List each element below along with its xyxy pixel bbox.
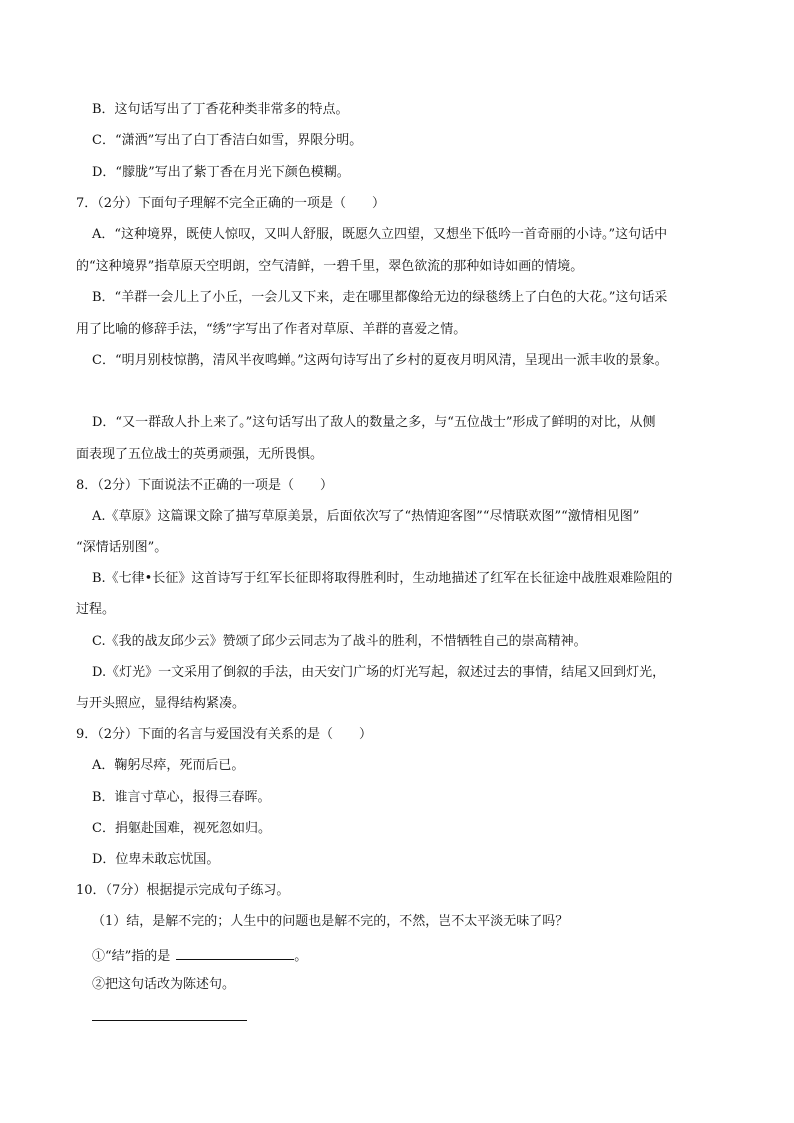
q10-sub2: ②把这句话改为陈述句。 <box>92 977 236 992</box>
q9-option-d: D．位卑未敢忘忧国。 <box>92 852 220 867</box>
q7-option-c: C．“明月别枝惊鹊，清风半夜鸣蝉。”这两句诗写出了乡村的夏夜月明风清，呈现出一派丰收的景象。 <box>92 353 668 368</box>
q10-stem: 10．（7分）根据提示完成句子练习。 <box>76 883 290 898</box>
q8-option-a-line1: A.《草原》这篇课文除了描写草原美景，后面依次写了“热情迎客图”“尽情联欢图”“激情相见图” <box>92 509 640 524</box>
q6-option-c: C．“潇洒”写出了白丁香洁白如雪，界限分明。 <box>92 133 363 148</box>
q7-option-a-line1: A．“这种境界，既使人惊叹，又叫人舒服，既愿久立四望，又想坐下低吟一首奇丽的小诗。”这句话中 <box>92 227 668 242</box>
q10-sub1 <box>92 945 307 966</box>
q8-option-d-line2: 与开头照应，显得结构紧凑。 <box>76 696 246 711</box>
q8-option-d-line1: D.《灯光》一文采用了倒叙的手法，由天安门广场的灯光写起，叙述过去的事情，结尾又回到灯光， <box>92 665 666 680</box>
q10-part1: （1）结，是解不完的；人生中的问题也是解不完的，不然，岂不太平淡无味了吗？ <box>92 914 569 929</box>
q7-option-d-line2: 面表现了五位战士的英勇顽强，无所畏惧。 <box>76 447 324 462</box>
q8-stem: 8．（2分）下面说法不正确的一项是（ ） <box>76 478 334 493</box>
q7-option-b-line2: 用了比喻的修辞手法，“绣”字写出了作者对草原、羊群的喜爱之情。 <box>76 322 467 337</box>
q8-option-c: C.《我的战友邱少云》赞颂了邱少云同志为了战斗的胜利，不惜牺牲自己的崇高精神。 <box>92 634 587 649</box>
q10-sub1-suffix: 。 <box>294 949 308 964</box>
q9-option-c: C．捐躯赴国难，视死忽如归。 <box>92 821 271 836</box>
q10-sub2-answer-line[interactable] <box>92 1020 247 1021</box>
q6-option-d: D．“朦胧”写出了紫丁香在月光下颜色模糊。 <box>92 165 350 180</box>
q8-option-b-line1: B.《七律•长征》这首诗写于红军长征即将取得胜利时，生动地描述了红军在长征途中战胜艰难险阻的 <box>92 571 673 586</box>
q10-sub1-answer-blank[interactable] <box>176 945 294 960</box>
q7-option-d-line1: D．“又一群敌人扑上来了。”这句话写出了敌人的数量之多，与“五位战士”形成了鲜明的对比，从侧 <box>92 415 656 430</box>
q8-option-b-line2: 过程。 <box>76 602 116 617</box>
q7-option-b-line1: B．“羊群一会儿上了小丘，一会儿又下来，走在哪里都像给无边的绿毯绣上了白色的大花。”这句话采 <box>92 290 668 305</box>
q8-option-a-line2: “深情话别图”。 <box>76 540 168 555</box>
q9-option-b: B．谁言寸草心，报得三春晖。 <box>92 790 271 805</box>
q7-stem: 7．（2分）下面句子理解不完全正确的一项是（ ） <box>76 196 386 211</box>
q7-option-a-line2: 的“这种境界”指草原天空明朗，空气清鲜，一碧千里，翠色欲流的那种如诗如画的情境。 <box>76 259 584 274</box>
q9-option-a: A．鞠躬尽瘁，死而后已。 <box>92 758 245 773</box>
q9-stem: 9．（2分）下面的名言与爱国没有关系的是（ ） <box>76 727 373 742</box>
q6-option-b: B．这句话写出了丁香花种类非常多的特点。 <box>92 102 349 117</box>
q10-sub1-prefix: ①“结”指的是 <box>92 949 171 964</box>
